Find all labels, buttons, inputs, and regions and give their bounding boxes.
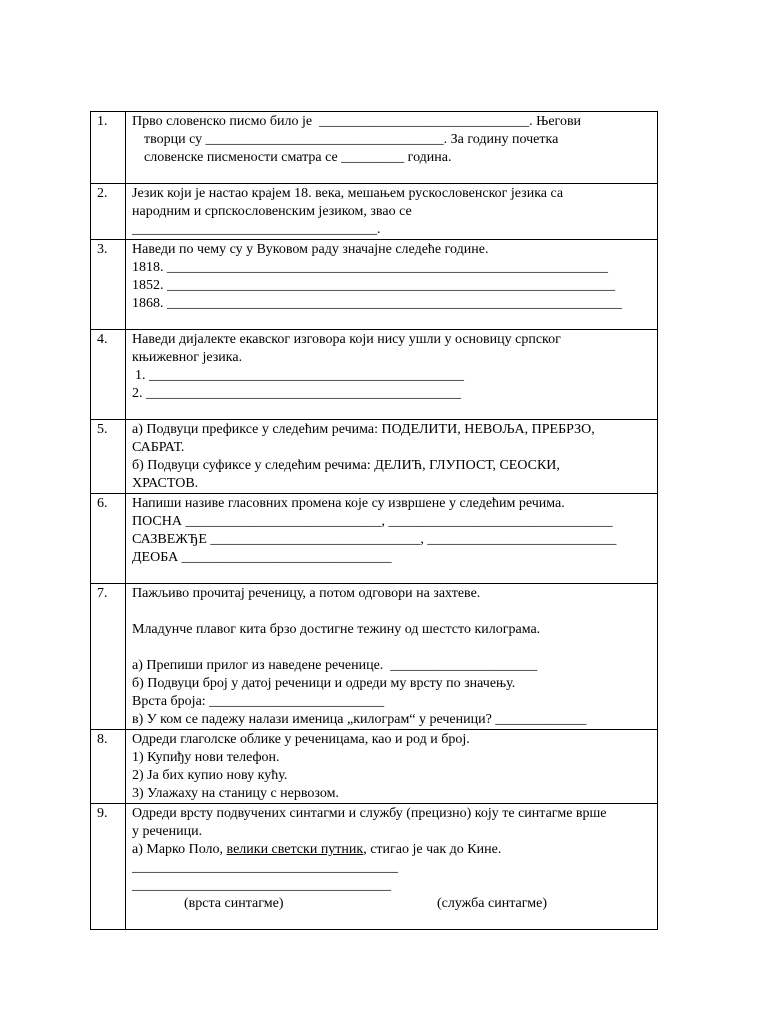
question-line: књижевног језика. xyxy=(132,350,243,365)
row-number: 2. xyxy=(91,184,126,240)
question-line: 1852. ________________________________________________________________ xyxy=(132,278,615,293)
question-line: б) Подвуци суфиксе у следећим речима: ДЕЛИЋ, ГЛУПОСТ, СЕОСКИ, xyxy=(132,458,560,473)
question-line: а) Подвуци префиксе у следећим речима: ПОДЕЛИТИ, НЕВОЉА, ПРЕБРЗО, xyxy=(132,422,595,437)
question-cell xyxy=(126,330,658,420)
table-row xyxy=(91,420,658,494)
question-line: Врста броја: _________________________ xyxy=(132,694,385,709)
table-row xyxy=(91,330,658,420)
question-line: ДЕОБА ______________________________ xyxy=(132,550,392,565)
question-cell xyxy=(126,730,658,804)
question-line: 2. _____________________________________________ xyxy=(132,386,461,401)
row-number: 8. xyxy=(91,730,126,804)
row-number: 9. xyxy=(91,804,126,930)
table-row xyxy=(91,184,658,240)
sentence-start: а) Марко Поло, xyxy=(132,842,227,857)
answer-blank: _____________________________________ xyxy=(132,878,391,893)
question-line: ПОСНА ____________________________, ________________________________ xyxy=(132,514,613,529)
question-cell xyxy=(126,494,658,584)
question-line: Одреди врсту подвучених синтагми и службу (прецизно) коју те синтагме врше xyxy=(132,806,607,821)
question-line: 1) Купиђу нови телефон. xyxy=(132,750,280,765)
answer-captions xyxy=(132,895,651,913)
question-line xyxy=(132,841,651,859)
question-cell xyxy=(126,584,658,730)
question-cell xyxy=(126,112,658,184)
question-line: народним и српскословенским језиком, звао се xyxy=(132,204,412,219)
question-line: ХРАСТОВ. xyxy=(132,476,199,491)
question-line: в) У ком се падежу налази именица „килограм“ у реченици? _____________ xyxy=(132,712,587,727)
question-cell xyxy=(126,240,658,330)
question-line: ___________________________________. xyxy=(132,222,381,237)
row-number: 4. xyxy=(91,330,126,420)
question-line: 1868. _________________________________________________________________ xyxy=(132,296,622,311)
question-line: а) Препиши прилог из наведене реченице. _____________________ xyxy=(132,658,538,673)
caption-phrase-type: (врста синтагме) xyxy=(184,896,284,911)
table-row xyxy=(91,240,658,330)
question-cell xyxy=(126,420,658,494)
table-row xyxy=(91,730,658,804)
answer-blank: ______________________________________ xyxy=(132,860,398,875)
question-cell xyxy=(126,184,658,240)
question-line: Одреди глаголске облике у реченицама, као и род и број. xyxy=(132,732,470,747)
question-line: 1. _____________________________________________ xyxy=(135,368,464,383)
question-line: Прво словенско писмо било је ______________________________. Његови xyxy=(132,114,582,129)
question-sentence: Младунче плавог кита брзо достигне тежину од шестсто килограма. xyxy=(132,622,541,637)
table-row xyxy=(91,494,658,584)
question-line: у реченици. xyxy=(132,824,203,839)
question-line: Наведи по чему су у Вуковом раду значајне следеће године. xyxy=(132,242,489,257)
question-line: 3) Улажаху на станицу с нервозом. xyxy=(132,786,339,801)
question-line: 2) Ја бих купио нову кућу. xyxy=(132,768,288,783)
row-number: 7. xyxy=(91,584,126,730)
question-line: творци су __________________________________. За годину почетка xyxy=(144,132,559,147)
question-line: Пажљиво прочитај реченицу, а потом одговори на захтеве. xyxy=(132,586,481,601)
table-row xyxy=(91,804,658,930)
row-number: 6. xyxy=(91,494,126,584)
row-number: 5. xyxy=(91,420,126,494)
caption-phrase-function: (служба синтагме) xyxy=(437,896,547,911)
question-line: Језик који је настао крајем 18. века, мешањем рускословенског језика са xyxy=(132,186,564,201)
underlined-phrase: велики светски путник xyxy=(226,842,364,857)
question-line: Наведи дијалекте екавског изговора који нису ушли у основицу српског xyxy=(132,332,561,347)
question-line: словенске писмености сматра се _________ година. xyxy=(144,150,452,165)
question-line: Напиши називе гласовних промена које су извршене у следећим речима. xyxy=(132,496,565,511)
row-number: 1. xyxy=(91,112,126,184)
table-row xyxy=(91,584,658,730)
sentence-end: , стигао је чак до Кине. xyxy=(363,842,502,857)
question-table xyxy=(90,111,658,930)
table-row xyxy=(91,112,658,184)
row-number: 3. xyxy=(91,240,126,330)
question-line: САЗВЕЖЂЕ ______________________________, ___________________________ xyxy=(132,532,617,547)
question-cell xyxy=(126,804,658,930)
question-line: б) Подвуци број у датој реченици и одреди му врсту по значењу. xyxy=(132,676,516,691)
question-line: САБРАТ. xyxy=(132,440,185,455)
question-line: 1818. _______________________________________________________________ xyxy=(132,260,608,275)
